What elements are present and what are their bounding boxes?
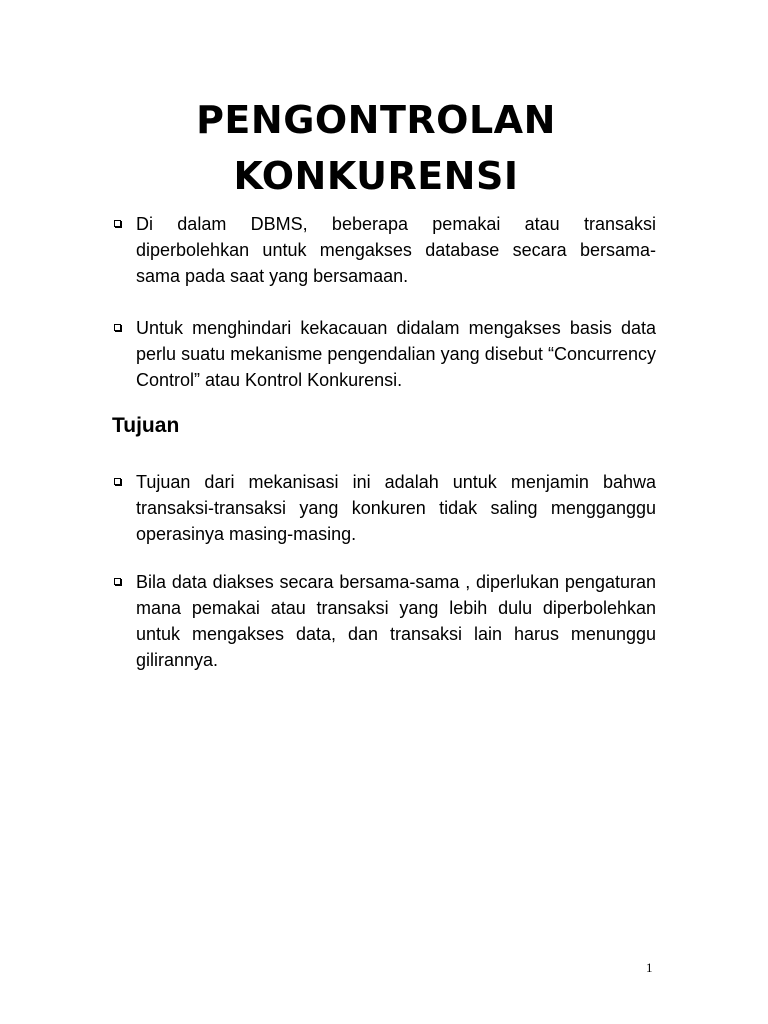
section-heading: Tujuan [112, 414, 180, 437]
title-line-2: KONKURENSI [233, 154, 519, 198]
page-title [0, 92, 752, 204]
list-item-text: Bila data diakses secara bersama-sama , diperlukan pengaturan mana pemakai atau transaksi yang lebih dulu diperbolehkan untuk mengakses data, dan transaksi lain harus menunggu gilirannya. [136, 572, 656, 670]
list-item-text: Di dalam DBMS, beberapa pemakai atau transaksi diperbolehkan untuk mengakses database secara bersama-sama pada saat yang bersamaan. [136, 214, 656, 286]
square-bullet-icon [114, 478, 121, 485]
title-line-1: PENGONTROLAN [196, 98, 556, 142]
list-item-text: Tujuan dari mekanisasi ini adalah untuk menjamin bahwa transaksi-transaksi yang konkuren tidak saling mengganggu operasinya masing-masing. [136, 472, 656, 544]
square-bullet-icon [114, 324, 121, 331]
page-number: 1 [646, 960, 653, 975]
square-bullet-icon [114, 220, 121, 227]
list-item-text: Untuk menghindari kekacauan didalam mengakses basis data perlu suatu mekanisme pengendalian yang disebut “Concurrency Control” atau Kontrol Konkurensi. [136, 318, 656, 390]
square-bullet-icon [114, 578, 121, 585]
